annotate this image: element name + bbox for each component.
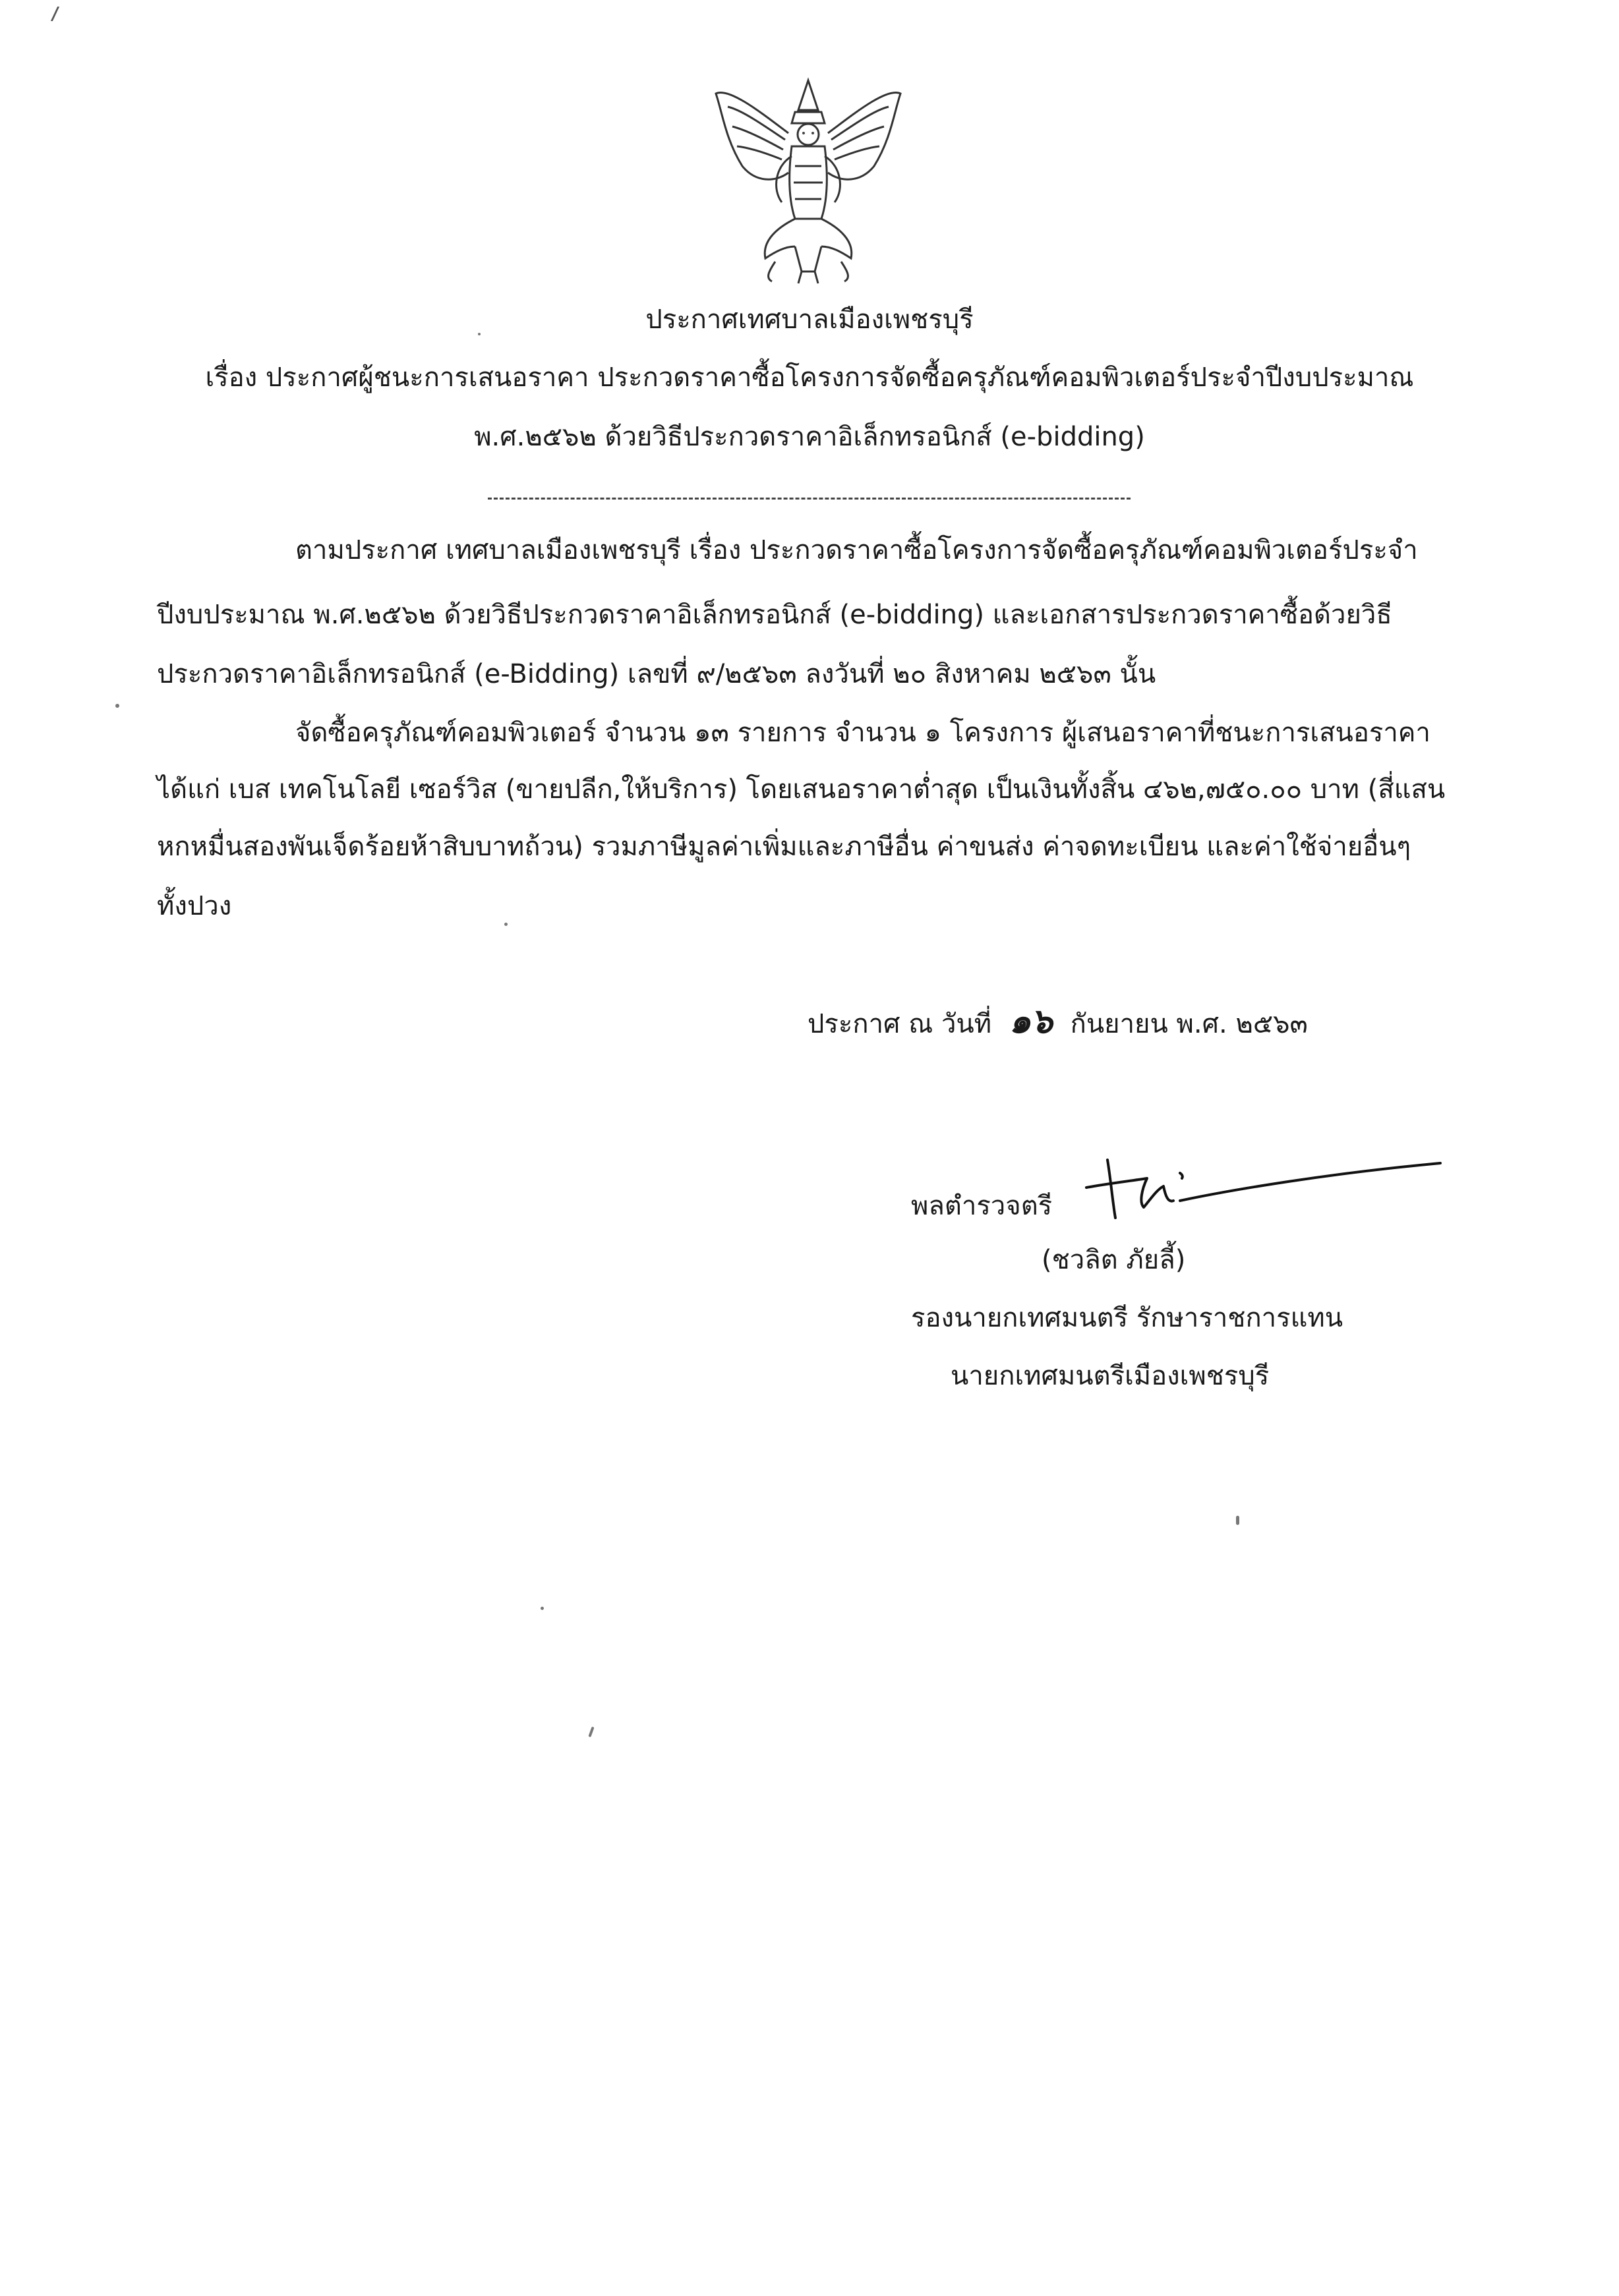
paragraph-1-line-3: ประกวดราคาอิเล็กทรอนิกส์ (e-Bidding) เลขที่ ๙/๒๕๖๓ ลงวันที่ ๒๐ สิงหาคม ๒๕๖๓ นั้น	[157, 659, 1156, 689]
scan-speck	[1236, 1516, 1239, 1525]
announcement-subject-line-1: เรื่อง ประกาศผู้ชนะการเสนอราคา ประกวดราคาซื้อโครงการจัดซื้อครุภัณฑ์คอมพิวเตอร์ประจำปีงบประมาณ	[205, 362, 1414, 393]
scan-speck	[115, 704, 119, 708]
signer-name: (ชวลิต ภัยลี้)	[1042, 1245, 1186, 1275]
dashed-divider	[488, 498, 1131, 502]
announce-date-month-year: กันยายน พ.ศ. ๒๕๖๓	[1070, 1009, 1308, 1039]
announce-date-day: ๑๖	[1009, 1001, 1053, 1041]
paragraph-2-line-2: ได้แก่ เบส เทคโนโลยี เซอร์วิส (ขายปลีก,ให้บริการ) โดยเสนอราคาต่ำสุด เป็นเงินทั้งสิ้น ๔๖๒,๗๕๐.๐๐ บาท (สี่แสน	[157, 774, 1446, 805]
announcement-header	[0, 300, 1619, 450]
announcement-subject-line-2: พ.ศ.๒๕๖๒ ด้วยวิธีประกวดราคาอิเล็กทรอนิกส์ (e-bidding)	[474, 422, 1145, 452]
scan-speck	[588, 1727, 594, 1737]
scan-speck	[504, 923, 508, 926]
scan-speck	[478, 333, 481, 335]
scan-artifact	[51, 7, 71, 21]
paragraph-1-line-2: ปีงบประมาณ พ.ศ.๒๕๖๒ ด้วยวิธีประกวดราคาอิเล็กทรอนิกส์ (e-bidding) และเอกสารประกวดราคาซื้อด้วยวิธี	[157, 600, 1392, 630]
signer-position-line-1: รองนายกเทศมนตรี รักษาราชการแทน	[911, 1303, 1343, 1333]
signer-position-line-2: นายกเทศมนตรีเมืองเพชรบุรี	[951, 1361, 1270, 1391]
paragraph-2-line-1: จัดซื้อครุภัณฑ์คอมพิวเตอร์ จำนวน ๑๓ รายการ จำนวน ๑ โครงการ ผู้เสนอราคาที่ชนะการเสนอราคา	[295, 718, 1431, 748]
signer-rank: พลตำรวจตรี	[911, 1191, 1053, 1221]
paragraph-2-line-3: หกหมื่นสองพันเจ็ดร้อยห้าสิบบาทถ้วน) รวมภาษีมูลค่าเพิ่มและภาษีอื่น ค่าขนส่ง ค่าจดทะเบียน และค่าใช้จ่ายอื่นๆ	[157, 832, 1411, 862]
announcement-title: ประกาศเทศบาลเมืองเพชรบุรี	[645, 304, 974, 335]
garuda-emblem-icon	[702, 74, 914, 285]
paragraph-2-line-4: ทั้งปวง	[157, 891, 232, 921]
announce-date-prefix: ประกาศ ณ วันที่	[808, 1009, 992, 1039]
paragraph-1-line-1: ตามประกาศ เทศบาลเมืองเพชรบุรี เรื่อง ประกวดราคาซื้อโครงการจัดซื้อครุภัณฑ์คอมพิวเตอร์ประจำ	[295, 535, 1418, 565]
announce-date	[808, 1001, 1308, 1041]
handwritten-signature	[1081, 1140, 1450, 1226]
scan-speck	[541, 1607, 544, 1610]
